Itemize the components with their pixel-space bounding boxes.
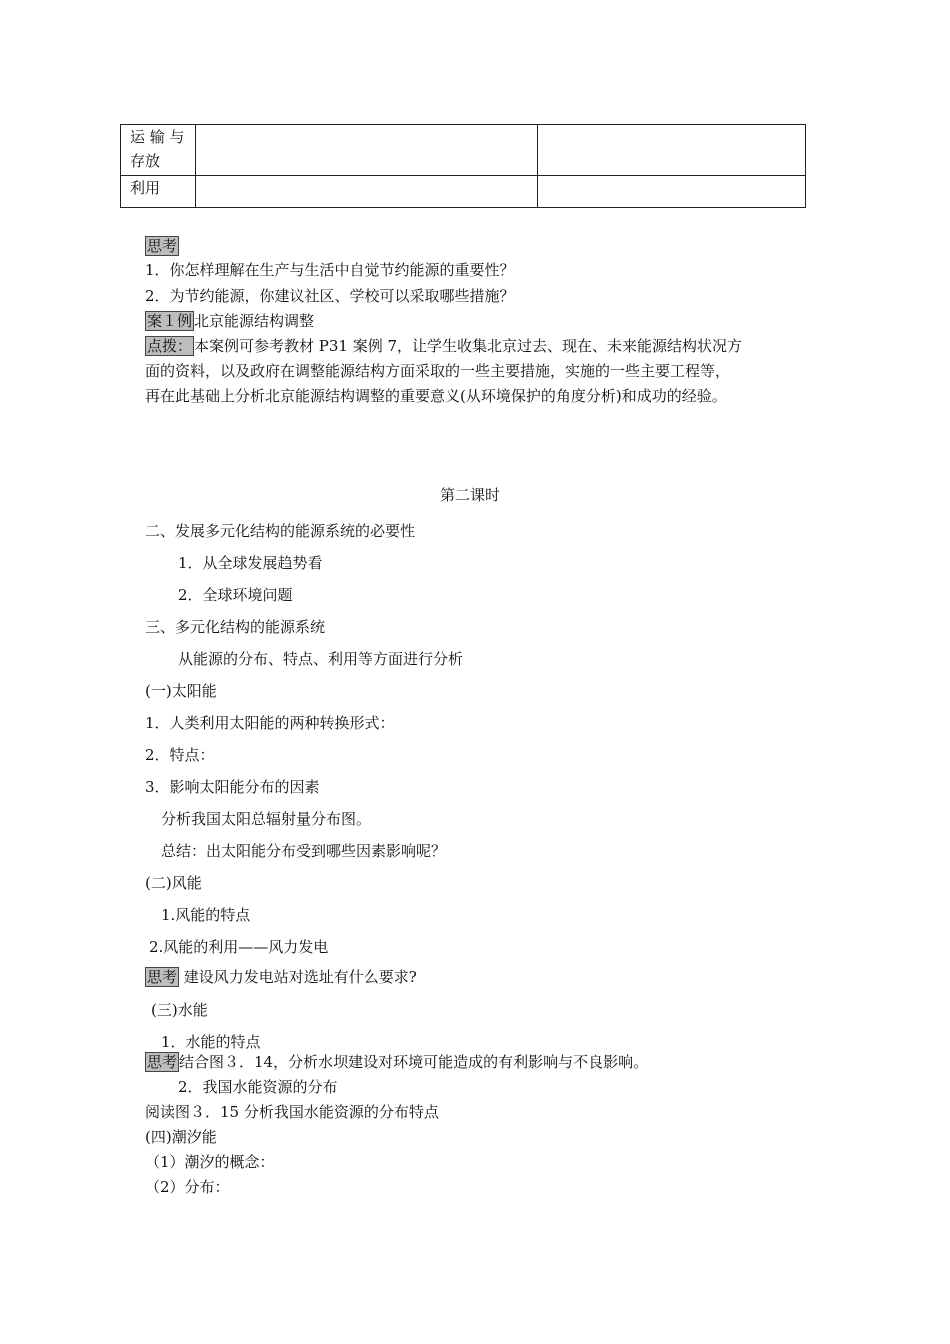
case-title: 北京能源结构调整: [194, 312, 315, 330]
solar-item-1: 1．人类利用太阳能的两种转换形式：: [145, 714, 395, 732]
think-tag: 思考: [147, 237, 178, 255]
table-cell-empty: [196, 176, 538, 208]
table-cell-empty: [196, 125, 538, 176]
water-reading: 阅读图３．15 分析我国水能资源的分布特点: [145, 1103, 439, 1121]
wind-heading: (二)风能: [145, 874, 202, 892]
wind-item-2: 2.风能的利用——风力发电: [149, 938, 329, 956]
section-2-item-1: 1．从全球发展趋势看: [178, 554, 323, 572]
section-2-heading: 二、发展多元化结构的能源系统的必要性: [145, 522, 416, 540]
case-heading: [145, 310, 314, 332]
tip-tag: 点拨：: [147, 337, 193, 355]
row-label-line-2: 存放: [130, 152, 161, 170]
tip-line-2: 面的资料，以及政府在调整能源结构方面采取的一些主要措施，实施的一些主要工程等，: [145, 362, 731, 380]
think-line: [145, 235, 179, 257]
tip-line-1: [145, 335, 742, 357]
tide-item-1: （1）潮汐的概念：: [145, 1153, 275, 1171]
water-item-1: 1．水能的特点: [161, 1033, 261, 1051]
section-2-item-2: 2．全球环境问题: [178, 586, 293, 604]
wind-think-tag: 思考: [147, 968, 178, 986]
wind-think-text: 建设风力发电站对选址有什么要求?: [183, 968, 417, 986]
table-cell-label: [121, 125, 196, 176]
water-think-line: [145, 1051, 648, 1073]
water-item-2: 2．我国水能资源的分布: [178, 1078, 338, 1096]
water-think-text: 结合图３．14，分析水坝建设对环境可能造成的有利影响与不良影响。: [179, 1053, 649, 1071]
tip-line-3: 再在此基础上分析北京能源结构调整的重要意义(从环境保护的角度分析)和成功的经验。: [145, 387, 727, 405]
solar-item-2: 2．特点：: [145, 746, 215, 764]
row-label-line-1: 运 输 与: [130, 128, 185, 146]
think-question-1: 1．你怎样理解在生产与生活中自觉节约能源的重要性？: [145, 261, 515, 279]
lesson-title: 第二课时: [440, 486, 501, 504]
row-label-line-1: 利用: [130, 179, 161, 197]
wind-think-line: [145, 966, 417, 988]
solar-analysis: 分析我国太阳总辐射量分布图。: [161, 810, 372, 828]
wind-item-1: 1.风能的特点: [161, 906, 251, 924]
think-question-2: 2．为节约能源，你建议社区、学校可以采取哪些措施？: [145, 287, 515, 305]
section-3-intro: 从能源的分布、特点、利用等方面进行分析: [178, 650, 464, 668]
water-think-tag: 思考: [147, 1053, 178, 1071]
table-cell-empty: [538, 125, 806, 176]
solar-item-3: 3．影响太阳能分布的因素: [145, 778, 320, 796]
resource-table: [120, 124, 806, 208]
solar-heading: (一)太阳能: [145, 682, 217, 700]
solar-summary: 总结：出太阳能分布受到哪些因素影响呢？: [161, 842, 447, 860]
water-heading: (三)水能: [151, 1001, 208, 1019]
table-cell-label: [121, 176, 196, 208]
tide-heading: (四)潮汐能: [145, 1128, 217, 1146]
section-3-heading: 三、多元化结构的能源系统: [145, 618, 326, 636]
table-cell-empty: [538, 176, 806, 208]
tip-text-1: 本案例可参考教材 P31 案例 7，让学生收集北京过去、现在、未来能源结构状况方: [194, 337, 743, 355]
tide-item-2: （2）分布：: [145, 1178, 230, 1196]
case-tag: 案１例: [147, 312, 193, 330]
